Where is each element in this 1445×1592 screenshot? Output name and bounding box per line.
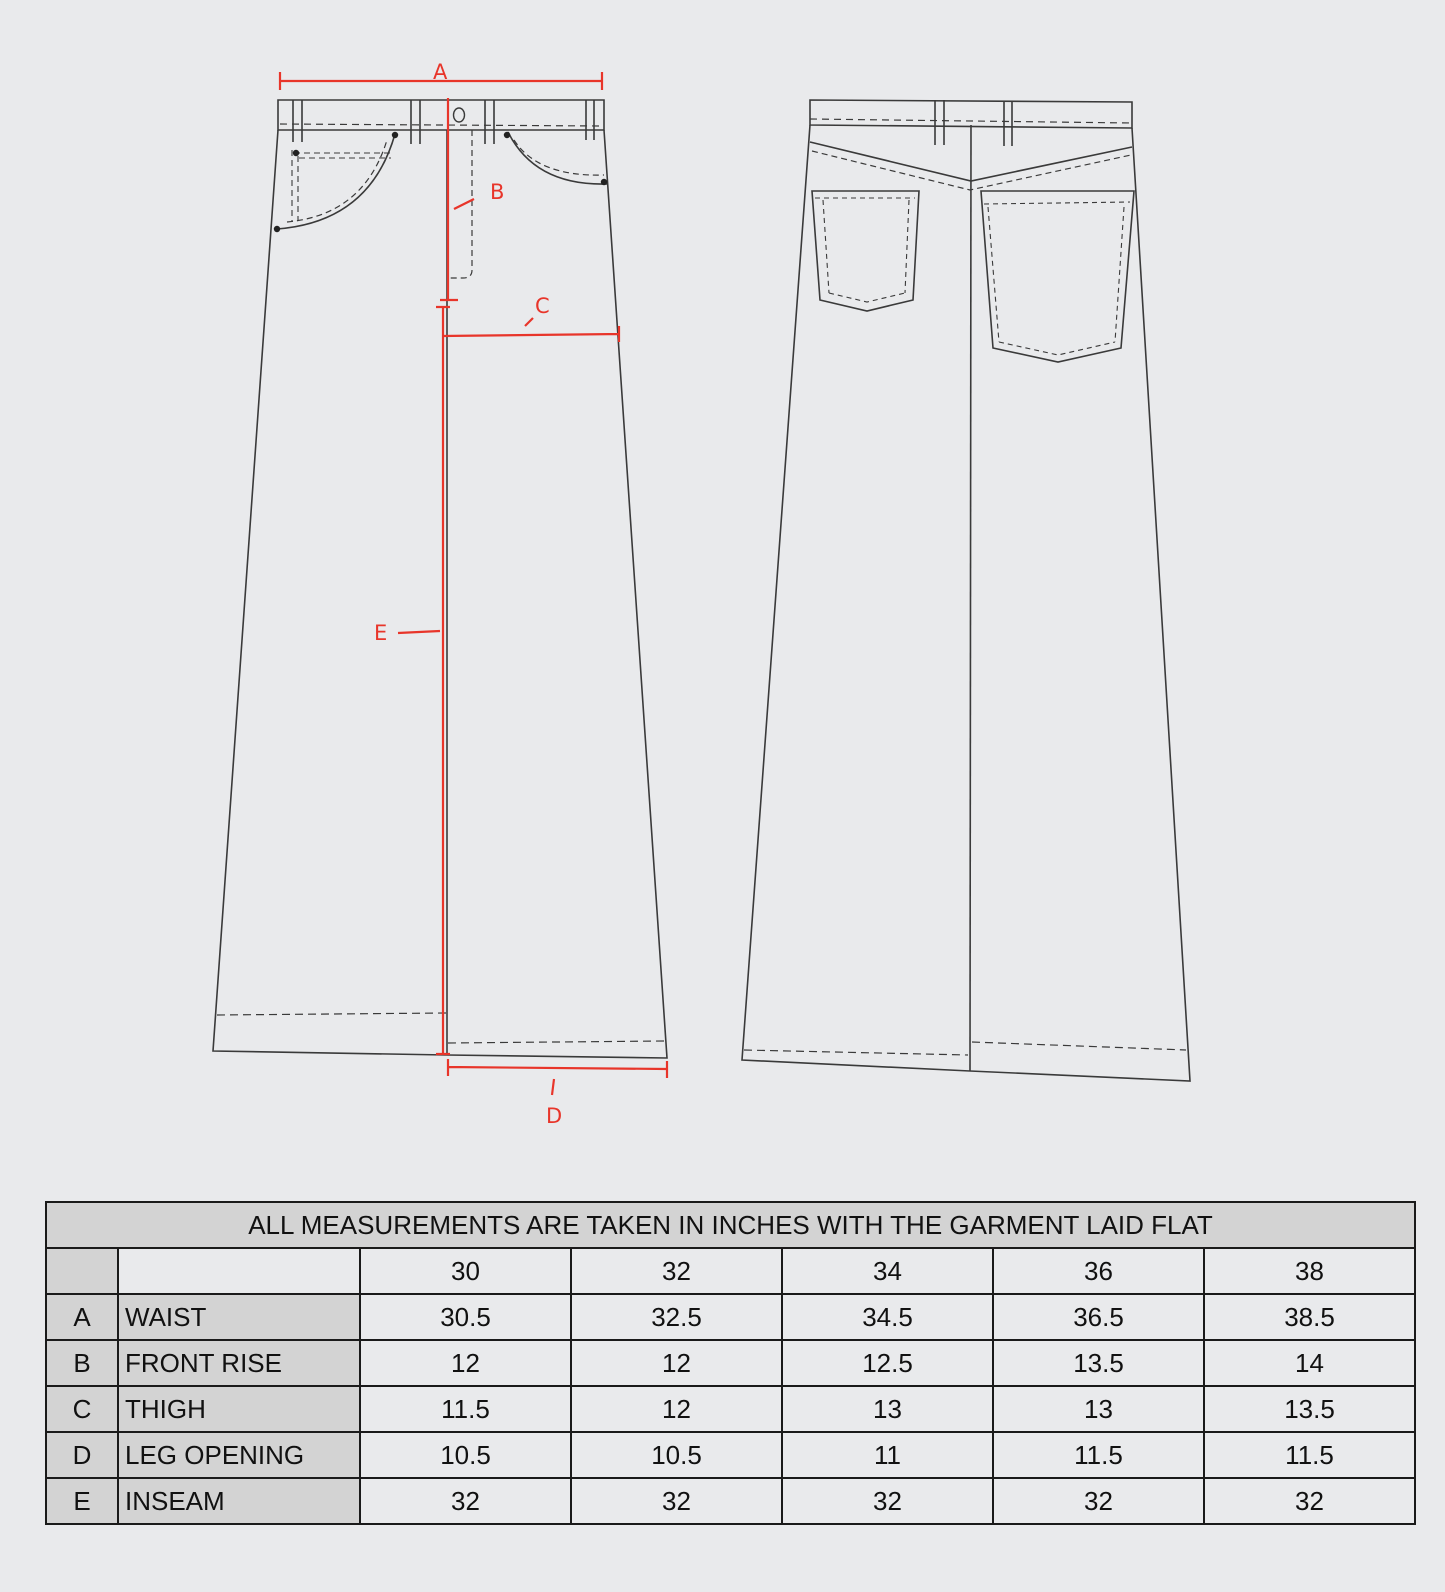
measurement-labels [374,60,562,1128]
size-header-cell: 36 [993,1248,1204,1294]
table-cell: 14 [1204,1340,1415,1386]
table-cell: 12 [571,1340,782,1386]
row-code: B [46,1340,118,1386]
table-row [46,1432,1415,1478]
table-title: ALL MEASUREMENTS ARE TAKEN IN INCHES WITH THE GARMENT LAID FLAT [46,1202,1415,1248]
label-b: B [490,180,505,204]
table-cell: 34.5 [782,1294,993,1340]
row-name: LEG OPENING [118,1432,360,1478]
row-name: FRONT RISE [118,1340,360,1386]
back-view-sketch [742,100,1190,1081]
front-view-sketch [213,100,667,1058]
table-cell: 30.5 [360,1294,571,1340]
label-d: D [546,1104,563,1128]
label-e: E [374,621,388,645]
table-cell: 38.5 [1204,1294,1415,1340]
front-rivets [274,132,607,232]
row-code: C [46,1386,118,1432]
table-cell: 11.5 [993,1432,1204,1478]
size-header-cell: 32 [571,1248,782,1294]
table-cell: 11.5 [1204,1432,1415,1478]
label-c: C [535,294,550,318]
table-row [46,1386,1415,1432]
table-cell: 13.5 [1204,1386,1415,1432]
table-cell: 32 [1204,1478,1415,1524]
size-header-cell: 34 [782,1248,993,1294]
table-cell: 11.5 [360,1386,571,1432]
size-chart-table [45,1201,1416,1525]
table-cell: 32 [571,1478,782,1524]
size-header-row [46,1248,1415,1294]
measurement-lines [280,72,667,1095]
table-cell: 36.5 [993,1294,1204,1340]
table-cell: 32 [782,1478,993,1524]
table-cell: 12 [571,1386,782,1432]
table-cell: 13.5 [993,1340,1204,1386]
row-name: WAIST [118,1294,360,1340]
table-cell: 13 [993,1386,1204,1432]
table-cell: 13 [782,1386,993,1432]
row-name: THIGH [118,1386,360,1432]
table-cell: 32 [360,1478,571,1524]
row-code: E [46,1478,118,1524]
header-blank-cell [46,1248,118,1294]
table-cell: 11 [782,1432,993,1478]
table-cell: 10.5 [571,1432,782,1478]
label-a: A [433,60,448,84]
table-cell: 32.5 [571,1294,782,1340]
table-cell: 32 [993,1478,1204,1524]
table-row [46,1478,1415,1524]
table-title-row [46,1202,1415,1248]
header-blank-cell [118,1248,360,1294]
row-name: INSEAM [118,1478,360,1524]
table-cell: 12 [360,1340,571,1386]
table-row [46,1294,1415,1340]
table-cell: 10.5 [360,1432,571,1478]
row-code: A [46,1294,118,1340]
table-cell: 12.5 [782,1340,993,1386]
size-header-cell: 38 [1204,1248,1415,1294]
size-header-cell: 30 [360,1248,571,1294]
table-row [46,1340,1415,1386]
row-code: D [46,1432,118,1478]
